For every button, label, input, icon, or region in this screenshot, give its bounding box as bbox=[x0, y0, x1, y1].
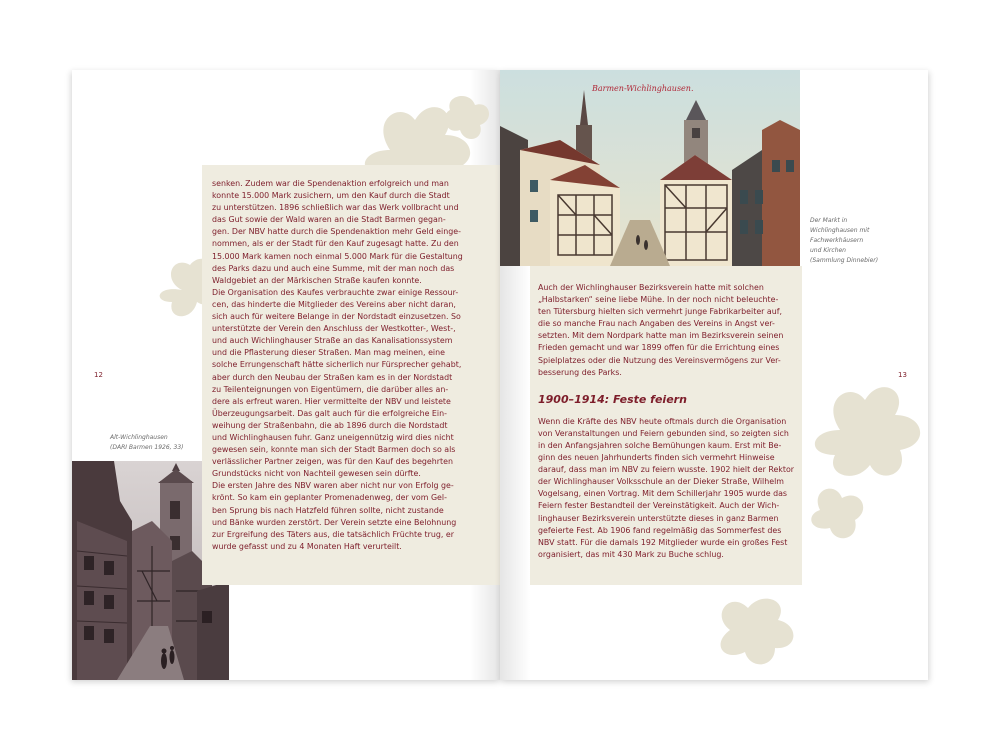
text-line: und Wichlinghausen fuhr. Ganz uneigennützig wird dies nicht bbox=[212, 432, 454, 442]
text-line: Überzeugungsarbeit. Das galt auch für die erfolgreiche Ein- bbox=[212, 408, 447, 418]
text-line: senken. Zudem war die Spendenaktion erfolgreich und man bbox=[212, 179, 449, 188]
text-line: linghauser Bezirksverein unterstützte dieses in ganz Barmen bbox=[538, 513, 779, 523]
text-line: sich auch für weitere Belange in der Nordstadt einzusetzen. So bbox=[212, 312, 461, 322]
text-line: setzten. Mit dem Nordpark hatte man im Bezirksverein seinen bbox=[538, 331, 784, 341]
text-line: dere als erfreut waren. Hier vermittelte der NBV und leistete bbox=[212, 396, 451, 406]
caption-line: (Sammlung Dinnebier) bbox=[810, 257, 879, 264]
text-line: ginn des neuen Jahrhunderts finden sich vermehrt Hinweise bbox=[538, 453, 775, 463]
text-line: Feiern fester Bestandteil der Vereinstätigkeit. Auch der Wich- bbox=[538, 501, 780, 511]
text-line: ben Sprung bis nach Hatzfeld führen sollte, nicht zustande bbox=[212, 505, 444, 515]
caption-line: und Kirchen bbox=[810, 247, 846, 254]
body-text-right-2 bbox=[538, 416, 794, 561]
leaf-ornament-right bbox=[780, 370, 928, 570]
postcard-photo bbox=[500, 70, 800, 266]
paragraph bbox=[212, 178, 490, 287]
text-line: organisiert, das mit 430 Mark zu Buche schlug. bbox=[538, 549, 724, 559]
paragraph bbox=[212, 287, 490, 481]
text-line: Frieden gemacht und war 1899 offen für die Errichtung eines bbox=[538, 343, 780, 353]
paragraph bbox=[212, 480, 490, 553]
text-line: cen, das hinderte die Mitglieder des Vereins aber nicht daran, bbox=[212, 299, 456, 309]
text-line: gen. Der NBV hatte durch die Spendenaktion mehr Geld einge- bbox=[212, 227, 461, 237]
section-heading: 1900–1914: Feste feiern bbox=[538, 392, 687, 406]
text-line: krönt. So kam ein geplanter Promenadenweg, der vom Gel- bbox=[212, 493, 447, 503]
photo-caption bbox=[810, 216, 920, 266]
text-line: der Wichlinghauser Volksschule an der Dieker Straße, Wilhelm bbox=[538, 477, 784, 487]
text-line: Die ersten Jahre des NBV waren aber nicht nur von Erfolg ge- bbox=[212, 481, 454, 491]
page-number: 13 bbox=[898, 371, 907, 379]
text-line: darauf, dass man im NBV zu feiern wusste. 1902 hielt der Rektor bbox=[538, 465, 795, 475]
text-line: gewesen sein, konnte man sich der Stadt Barmen doch so als bbox=[212, 445, 456, 455]
text-line: solche Errungenschaft hätte sicherlich nur Fürsprecher gehabt, bbox=[212, 360, 462, 370]
caption-line: (DARI Barmen 1926, 33) bbox=[110, 444, 184, 451]
text-line: 15.000 Mark kamen noch einmal 5.000 Mark für die Gestaltung bbox=[212, 251, 463, 261]
text-line: Auch der Wichlinghauser Bezirksverein hatte mit solchen bbox=[538, 283, 764, 292]
text-line: das Gut sowie der Wald waren an die Stadt Barmen gegan- bbox=[212, 215, 446, 225]
leaf-ornament-right-bottom bbox=[690, 590, 810, 670]
postcard-title: Barmen-Wichlinghausen. bbox=[592, 84, 694, 93]
text-line: verlässlicher Partner zeigen, was für den Kauf des begehrten bbox=[212, 457, 453, 467]
text-line: Grundstücks nicht von Nachteil gewesen sein dürfte. bbox=[212, 469, 421, 479]
text-line: des Parks dazu und auch eine Summe, mit der man noch das bbox=[212, 263, 455, 273]
text-line: „Halbstarken“ seine liebe Mühe. In der noch nicht beleuchte- bbox=[538, 295, 779, 305]
text-line: ten Tütersburg hielten sich vermehrt junge Fabrikarbeiter auf, bbox=[538, 307, 783, 317]
body-text-left bbox=[212, 178, 490, 553]
paragraph bbox=[538, 416, 794, 561]
text-line: Die Organisation des Kaufes verbrauchte zwar einige Ressour- bbox=[212, 287, 459, 297]
caption-line: Fachwerkhäusern bbox=[810, 237, 864, 244]
caption-line: Wichlinghausen mit bbox=[810, 227, 870, 234]
text-line: Waldgebiet an der Märkischen Straße kaufen konnte. bbox=[212, 275, 422, 285]
right-page bbox=[500, 70, 928, 680]
text-line: und Bänke wurden zerstört. Der Verein setzte eine Belohnung bbox=[212, 517, 457, 527]
text-line: weihung der Straßenbahn, die ab 1896 durch die Nordstadt bbox=[212, 420, 448, 430]
text-line: NBV statt. Für die damals 192 Mitglieder wurde ein großes Fest bbox=[538, 537, 788, 547]
text-line: zu Teilenteignungen von Eigentümern, die darüber alles an- bbox=[212, 384, 449, 394]
text-line: konnte 15.000 Mark zusichern, um den Kauf durch die Stadt bbox=[212, 191, 450, 201]
text-line: unterstützte der Verein den Anschluss der Westkotter-, West-, bbox=[212, 324, 456, 334]
text-line: gefeierte Fest. Ab 1906 fand regelmäßig das Sommerfest des bbox=[538, 525, 782, 535]
text-line: aber durch den Neubau der Straßen kam es in der Nordstadt bbox=[212, 372, 453, 382]
text-line: Vogelsang, einen Vortrag. Mit dem Schillerjahr 1905 wurde das bbox=[538, 489, 788, 499]
text-line: wurde gefasst und zu 4 Monaten Haft verurteilt. bbox=[212, 541, 402, 551]
body-text-right bbox=[538, 282, 794, 379]
left-page bbox=[72, 70, 500, 680]
text-line: in den Anfangsjahren solche Bemühungen kaum. Erst mit Be- bbox=[538, 440, 782, 450]
text-line: von Veranstaltungen und Feiern gebunden sind, so zeigten sich bbox=[538, 428, 789, 438]
paragraph bbox=[538, 282, 794, 379]
text-line: zu unterstützen. 1896 schließlich war das Werk vollbracht und bbox=[212, 203, 459, 213]
main-text-box-left bbox=[202, 165, 500, 585]
text-line: und auch Wichlinghauser Straße an das Kanalisationssystem bbox=[212, 336, 453, 346]
text-line: nommen, als er der Stadt für den Kauf zugesagt hatte. Zu den bbox=[212, 239, 459, 249]
main-text-box-right bbox=[530, 266, 802, 585]
text-line: Spielplatzes oder die Nutzung des Vereinsvermögens zur Ver- bbox=[538, 355, 781, 365]
text-line: die so manche Frau nach Angaben des Vereins in Angst ver- bbox=[538, 319, 775, 329]
page-number: 12 bbox=[94, 371, 103, 379]
caption-line: Alt-Wichlinghausen bbox=[110, 434, 168, 441]
text-line: besserung des Parks. bbox=[538, 367, 622, 377]
text-line: zur Ergreifung des Täters aus, die tatsächlich Früchte trug, er bbox=[212, 529, 454, 539]
text-line: und die Pflasterung dieser Straßen. Man mag meinen, eine bbox=[212, 348, 445, 358]
caption-line: Der Markt in bbox=[810, 217, 848, 224]
text-line: Wenn die Kräfte des NBV heute oftmals durch die Organisation bbox=[538, 416, 787, 426]
